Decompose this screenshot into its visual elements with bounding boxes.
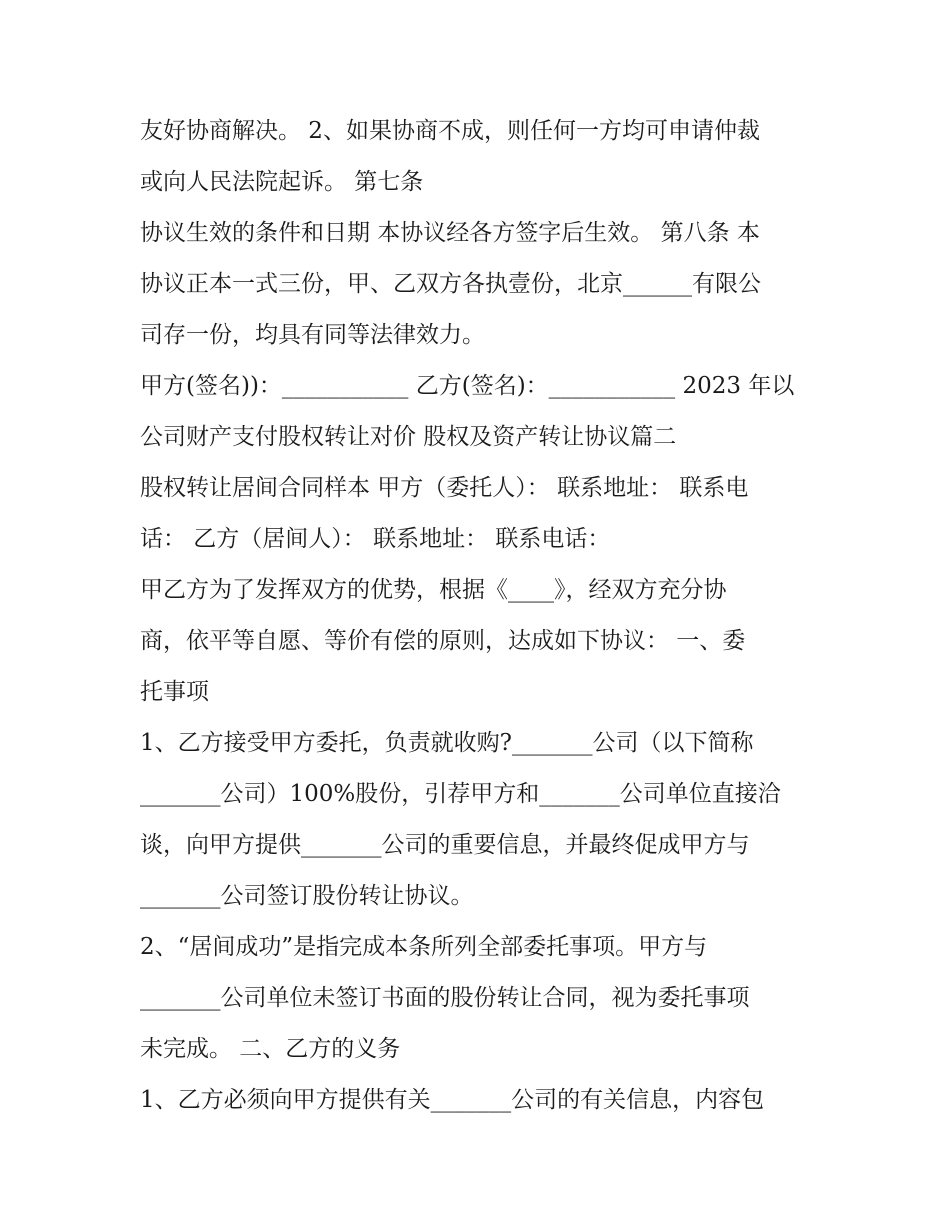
text-line: 话： 乙方（居间人）： 联系地址： 联系电话： (140, 526, 611, 552)
text-line: 甲方(签名))：___________ 乙方(签名)：___________ 2023 年以 (140, 373, 795, 399)
text-line: 甲乙方为了发挥双方的优势，根据《____》，经双方充分协 (140, 577, 727, 603)
text-line: 司存一份，均具有同等法律效力。 (140, 322, 485, 348)
text-line: 或向人民法院起诉。 第七条 (140, 169, 424, 195)
text-line: 谈，向甲方提供_______公司的重要信息，并最终促成甲方与 (140, 832, 750, 858)
text-line: _______公司签订股份转让协议。 (140, 883, 474, 909)
text-line: 协议生效的条件和日期 本协议经各方签字后生效。 第八条 本 (140, 220, 760, 246)
text-line: 托事项 (140, 679, 209, 705)
text-line: _______公司）100%股份，引荐甲方和_______公司单位直接洽 (140, 781, 781, 807)
text-line: 未完成。 二、乙方的义务 (140, 1036, 401, 1062)
document-body (140, 106, 815, 1126)
text-line: 协议正本一式三份，甲、乙双方各执壹份，北京______有限公 (140, 271, 761, 297)
text-line: 2、“居间成功”是指完成本条所列全部委托事项。甲方与 (140, 934, 708, 960)
text-line: _______公司单位未签订书面的股份转让合同，视为委托事项 (140, 985, 750, 1011)
text-line: 1、乙方必须向甲方提供有关_______公司的有关信息，内容包 (140, 1087, 765, 1113)
text-line: 公司财产支付股权转让对价 股权及资产转让协议篇二 (140, 424, 677, 450)
text-line: 股权转让居间合同样本 甲方（委托人）： 联系地址： 联系电 (140, 475, 749, 501)
text-line: 友好协商解决。 2、如果协商不成，则任何一方均可申请仲裁 (140, 118, 760, 144)
text-line: 商，依平等自愿、等价有偿的原则，达成如下协议： 一、委 (140, 628, 746, 654)
text-line: 1、乙方接受甲方委托，负责就收购?_______公司（以下简称 (140, 730, 754, 756)
